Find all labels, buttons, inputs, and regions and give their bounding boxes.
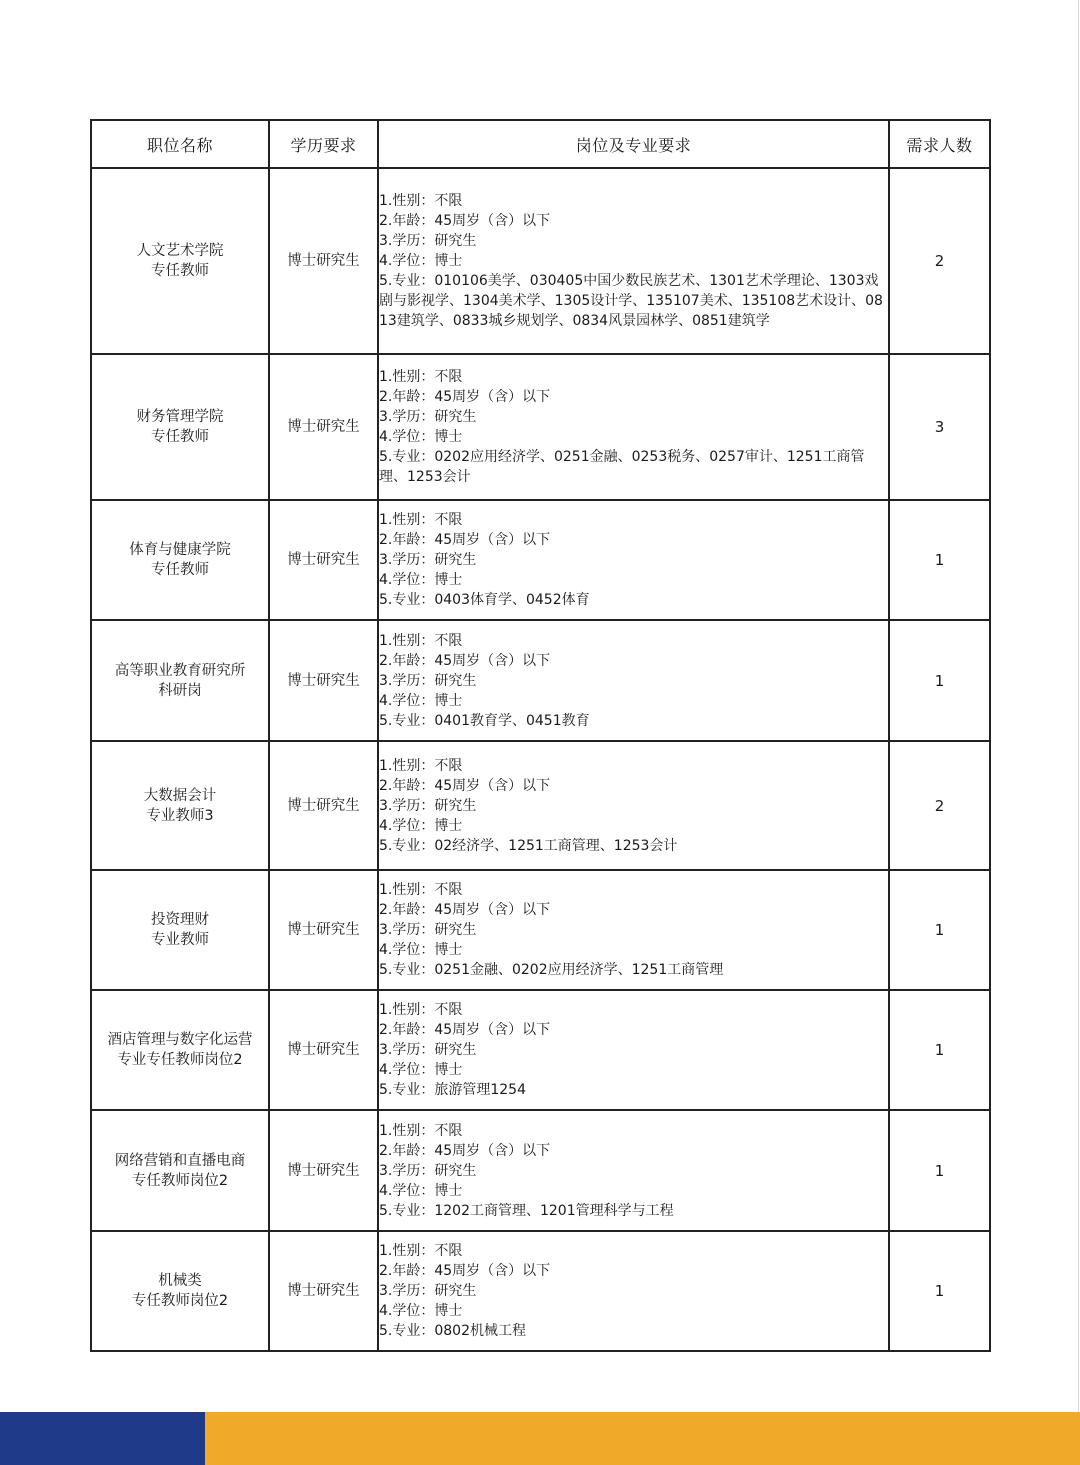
position-cell xyxy=(91,354,269,500)
table-row xyxy=(91,1231,990,1351)
position-cell xyxy=(91,870,269,990)
position-cell xyxy=(91,1110,269,1231)
requirement-line: 1.性别：不限 xyxy=(379,632,463,649)
table-row xyxy=(91,870,990,990)
headcount-cell: 2 xyxy=(889,741,990,870)
requirement-line: 3.学历：研究生 xyxy=(379,797,477,814)
position-name-line: 投资理财 xyxy=(151,912,209,928)
headcount-cell: 3 xyxy=(889,354,990,500)
requirement-line: 4.学位：博士 xyxy=(379,253,463,269)
recruitment-table xyxy=(90,119,991,1352)
requirement-major: 5.专业：0802机械工程 xyxy=(379,1323,526,1339)
position-name-line: 财务管理学院 xyxy=(136,409,224,425)
requirement-line: 3.学历：研究生 xyxy=(379,552,477,568)
education-cell: 博士研究生 xyxy=(269,500,378,620)
requirements-cell xyxy=(378,1231,889,1351)
requirement-line: 1.性别：不限 xyxy=(379,512,463,528)
table-header xyxy=(91,120,990,168)
position-name-line: 专任教师 xyxy=(151,562,209,578)
requirement-line: 3.学历：研究生 xyxy=(379,1283,477,1299)
requirements-cell xyxy=(378,500,889,620)
education-cell: 博士研究生 xyxy=(269,870,378,990)
headcount-cell: 1 xyxy=(889,500,990,620)
position-name-line: 专任教师岗位2 xyxy=(131,1293,229,1309)
requirement-major: 5.专业：1202工商管理、1201管理科学与工程 xyxy=(379,1202,674,1219)
requirement-line: 2.年龄：45周岁（含）以下 xyxy=(379,532,551,548)
position-cell xyxy=(91,168,269,354)
header-position: 职位名称 xyxy=(91,120,269,168)
requirement-line: 1.性别：不限 xyxy=(379,193,463,209)
requirement-line: 1.性别：不限 xyxy=(379,1243,463,1259)
position-cell xyxy=(91,990,269,1110)
position-cell xyxy=(91,741,269,870)
position-name-line: 专任教师 xyxy=(151,263,209,279)
requirement-major: 5.专业：0202应用经济学、0251金融、0253税务、0257审计、1251工商管理、1253会计 xyxy=(379,449,865,485)
position-name-line: 机械类 xyxy=(158,1273,202,1289)
position-cell xyxy=(91,620,269,741)
education-cell: 博士研究生 xyxy=(269,354,378,500)
requirement-line: 3.学历：研究生 xyxy=(379,1162,477,1179)
header-row xyxy=(91,120,990,168)
requirements-cell xyxy=(378,870,889,990)
header-education: 学历要求 xyxy=(269,120,378,168)
position-name-line: 专任教师岗位2 xyxy=(131,1172,229,1189)
requirements-cell xyxy=(378,354,889,500)
headcount-cell: 1 xyxy=(889,870,990,990)
requirement-line: 1.性别：不限 xyxy=(379,757,463,774)
requirement-major: 5.专业：010106美学、030405中国少数民族艺术、1301艺术学理论、1303戏剧与影视学、1304美术学、1305设计学、135107美术、135108艺术设计、0813建筑学、0833城乡规划学、0834风景园林学、0851建筑学 xyxy=(379,273,883,329)
education-cell: 博士研究生 xyxy=(269,741,378,870)
position-name-line: 体育与健康学院 xyxy=(129,542,231,558)
requirements-cell xyxy=(378,990,889,1110)
table-row xyxy=(91,168,990,354)
requirement-line: 2.年龄：45周岁（含）以下 xyxy=(379,389,551,405)
table-row xyxy=(91,1110,990,1231)
position-name-line: 专业教师3 xyxy=(146,807,214,824)
requirement-line: 3.学历：研究生 xyxy=(379,672,477,689)
table-row xyxy=(91,741,990,870)
requirement-major: 5.专业：旅游管理1254 xyxy=(379,1082,526,1098)
footer-bar-blue xyxy=(0,1412,205,1465)
requirement-major: 5.专业：02经济学、1251工商管理、1253会计 xyxy=(379,837,678,854)
requirement-line: 2.年龄：45周岁（含）以下 xyxy=(379,652,551,669)
position-cell xyxy=(91,1231,269,1351)
requirement-major: 5.专业：0403体育学、0452体育 xyxy=(379,592,590,608)
headcount-cell: 1 xyxy=(889,990,990,1110)
requirement-line: 1.性别：不限 xyxy=(379,369,463,385)
requirement-line: 4.学位：博士 xyxy=(379,692,463,709)
position-name-line: 网络营销和直播电商 xyxy=(114,1152,246,1169)
position-name-line: 酒店管理与数字化运营 xyxy=(107,1032,253,1048)
position-name-line: 科研岗 xyxy=(158,682,202,699)
requirements-cell xyxy=(378,1110,889,1231)
requirement-line: 2.年龄：45周岁（含）以下 xyxy=(379,1263,551,1279)
header-requirements: 岗位及专业要求 xyxy=(378,120,889,168)
position-name-line: 人文艺术学院 xyxy=(136,243,224,259)
position-name-line: 专任教师 xyxy=(151,429,209,445)
position-name-line: 高等职业教育研究所 xyxy=(114,662,246,679)
education-cell: 博士研究生 xyxy=(269,990,378,1110)
requirement-line: 2.年龄：45周岁（含）以下 xyxy=(379,213,551,229)
requirement-line: 2.年龄：45周岁（含）以下 xyxy=(379,777,551,794)
requirements-cell xyxy=(378,620,889,741)
requirement-line: 1.性别：不限 xyxy=(379,1002,463,1018)
header-count: 需求人数 xyxy=(889,120,990,168)
headcount-cell: 1 xyxy=(889,620,990,741)
headcount-cell: 1 xyxy=(889,1231,990,1351)
position-name-line: 大数据会计 xyxy=(143,787,217,804)
table-row xyxy=(91,500,990,620)
requirement-major: 5.专业：0401教育学、0451教育 xyxy=(379,712,590,729)
requirements-cell xyxy=(378,168,889,354)
requirement-line: 3.学历：研究生 xyxy=(379,409,477,425)
requirement-line: 4.学位：博士 xyxy=(379,572,463,588)
footer-bar-gold xyxy=(205,1412,1080,1465)
education-cell: 博士研究生 xyxy=(269,1110,378,1231)
requirement-line: 4.学位：博士 xyxy=(379,817,463,834)
requirement-line: 4.学位：博士 xyxy=(379,1182,463,1199)
requirement-line: 2.年龄：45周岁（含）以下 xyxy=(379,1022,551,1038)
requirements-cell xyxy=(378,741,889,870)
requirement-line: 2.年龄：45周岁（含）以下 xyxy=(379,1142,551,1159)
requirement-line: 3.学历：研究生 xyxy=(379,922,477,938)
requirement-line: 3.学历：研究生 xyxy=(379,233,477,249)
table-row xyxy=(91,990,990,1110)
requirement-line: 4.学位：博士 xyxy=(379,1062,463,1078)
headcount-cell: 1 xyxy=(889,1110,990,1231)
requirement-line: 1.性别：不限 xyxy=(379,1122,463,1139)
education-cell: 博士研究生 xyxy=(269,620,378,741)
position-name-line: 专业专任教师岗位2 xyxy=(117,1052,243,1068)
table-body xyxy=(91,168,990,1351)
position-cell xyxy=(91,500,269,620)
requirement-line: 4.学位：博士 xyxy=(379,429,463,445)
education-cell: 博士研究生 xyxy=(269,168,378,354)
table-row xyxy=(91,354,990,500)
requirement-line: 4.学位：博士 xyxy=(379,942,463,958)
requirement-line: 4.学位：博士 xyxy=(379,1303,463,1319)
requirement-line: 3.学历：研究生 xyxy=(379,1042,477,1058)
requirement-line: 1.性别：不限 xyxy=(379,882,463,898)
requirement-major: 5.专业：0251金融、0202应用经济学、1251工商管理 xyxy=(379,962,724,978)
footer-color-bar xyxy=(0,1412,1080,1465)
table-row xyxy=(91,620,990,741)
position-name-line: 专业教师 xyxy=(151,932,209,948)
requirement-line: 2.年龄：45周岁（含）以下 xyxy=(379,902,551,918)
headcount-cell: 2 xyxy=(889,168,990,354)
education-cell: 博士研究生 xyxy=(269,1231,378,1351)
